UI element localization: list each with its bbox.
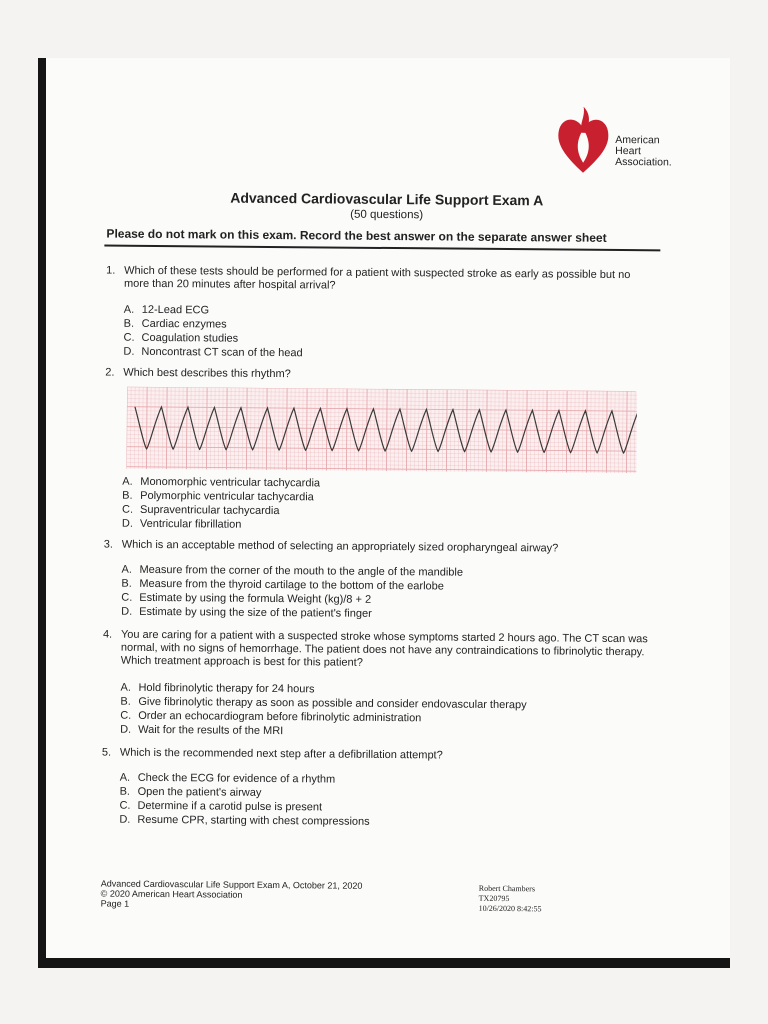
option: A. Monomorphic ventricular tachycardia [122, 475, 321, 490]
option: D. Wait for the results of the MRI [120, 723, 284, 738]
option: C. Supraventricular tachycardia [122, 503, 280, 518]
aha-logo [553, 102, 694, 177]
question-1: 1. Which of these tests should be performed for a patient with suspected stroke as early as possible but no more than 20 minutes after hospital arrival? [106, 265, 662, 270]
option: A. Hold fibrinolytic therapy for 24 hours [120, 681, 315, 696]
option: A. Measure from the corner of the mouth to the angle of the mandible [121, 563, 464, 579]
instruction-underline [104, 245, 660, 252]
question-text: You are caring for a patient with a suspected stroke whose symptoms started 2 hours ago. The CT scan was normal, with no signs of hemorrhage. The patient does not have any contraindications to fibrinolytic therapy. Which treatment approach is best for this patient? [120, 628, 648, 669]
option: D. Ventricular fibrillation [121, 517, 242, 531]
option: C. Estimate by using the formula Weight (kg)/8 + 2 [121, 591, 372, 606]
question-4: 4. You are caring for a patient with a suspected stroke whose symptoms started 2 hours ago. The CT scan was normal, with no signs of hemorrhage. The patient does not have any contraindications to fibrinolytic therapy. Which treatment approach is best for this patient? [103, 629, 659, 634]
option: C. Order an echocardiogram before fibrinolytic administration [120, 709, 422, 725]
option: D. Estimate by using the size of the patient's finger [121, 605, 372, 620]
option: B. Polymorphic ventricular tachycardia [122, 489, 314, 504]
option: B. Measure from the thyroid cartilage to the bottom of the earlobe [121, 577, 444, 593]
option: D. Resume CPR, starting with chest compressions [119, 813, 370, 828]
footer-info: Advanced Cardiovascular Life Support Exam A, October 21, 2020 © 2020 American Heart Association Page 1 [100, 878, 363, 909]
option: B. Give fibrinolytic therapy as soon as possible and consider endovascular therapy [120, 695, 527, 712]
question-2-options [122, 475, 320, 533]
exam-instruction: Please do not mark on this exam. Record the best answer on the separate answer sheet [106, 226, 607, 245]
question-text: Which is an acceptable method of selecting an appropriately sized oropharyngeal airway? [121, 538, 559, 555]
option: D. Noncontrast CT scan of the head [123, 345, 303, 360]
logo-text: American Heart Association. [615, 133, 672, 169]
question-text: Which of these tests should be performed for a patient with suspected stroke as early as possible but no more than 20 minutes after hospital arrival? [123, 264, 631, 292]
question-3: 3. Which is an acceptable method of selecting an appropriately sized oropharyngeal airway? [104, 539, 660, 544]
option: C. Determine if a carotid pulse is present [119, 799, 323, 814]
question-text: Which is the recommended next step after a defibrillation attempt? [119, 746, 443, 762]
exam-title: Advanced Cardiovascular Life Support Exam A [230, 189, 544, 209]
question-5-options [119, 771, 370, 829]
footer-stamp: Robert Chambers TX20795 10/26/2020 8:42:55 [478, 883, 542, 914]
option: B. Cardiac enzymes [123, 317, 227, 331]
exam-page [46, 58, 730, 958]
heart-torch-icon [553, 102, 614, 177]
option: C. Coagulation studies [123, 331, 239, 345]
question-2: 2. Which best describes this rhythm? [105, 367, 661, 372]
question-text: Which best describes this rhythm? [123, 366, 291, 381]
question-3-options [121, 563, 463, 622]
option: A. Check the ECG for evidence of a rhythm [119, 771, 336, 786]
question-1-options [123, 303, 303, 361]
ecg-rhythm-strip [126, 387, 637, 473]
option: B. Open the patient's airway [119, 785, 262, 799]
question-5: 5. Which is the recommended next step after a defibrillation attempt? [102, 747, 658, 752]
question-4-options [120, 681, 527, 741]
exam-subtitle: (50 questions) [350, 208, 424, 222]
option: A. 12-Lead ECG [123, 303, 210, 317]
